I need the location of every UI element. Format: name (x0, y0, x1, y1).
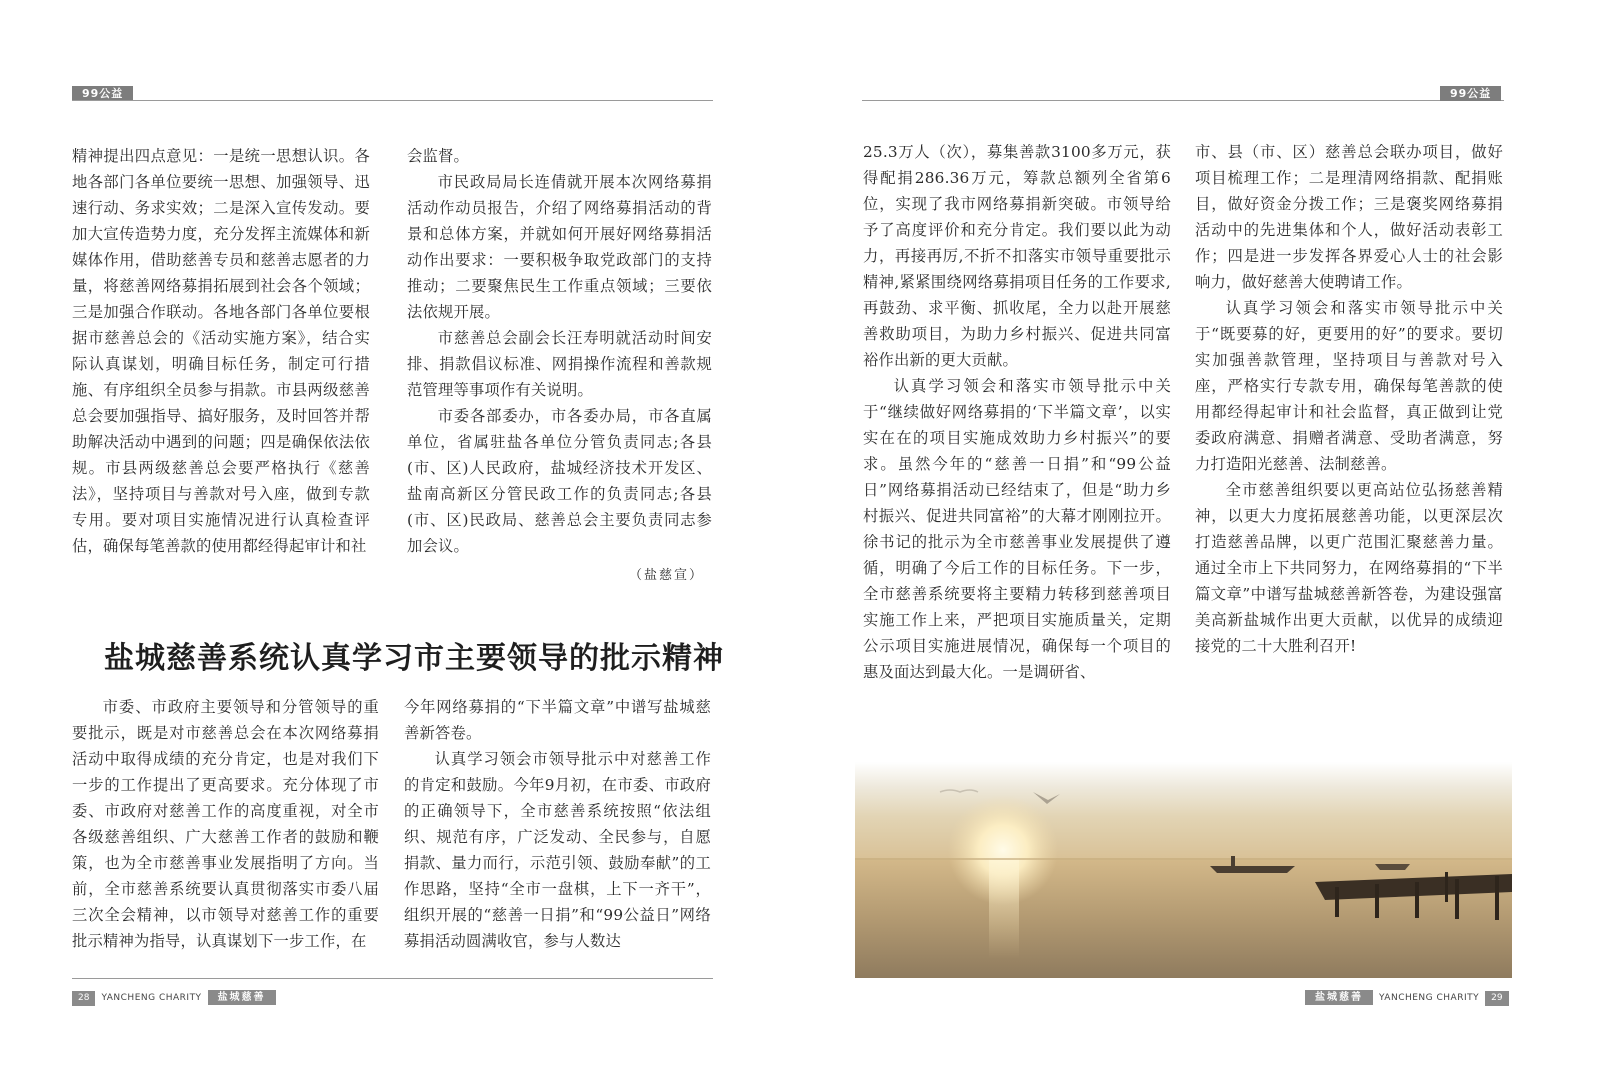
paragraph: 认真学习领会市领导批示中对慈善工作的肯定和鼓励。今年9月初，在市委、市政府的正确领导下，全市慈善系统按照“依法组织、规范有序，广泛发动、全民参与，自愿捐款、量力而行，示范引领、鼓励奉献”的工作思路，坚持“全市一盘棋，上下一齐干”，组织开展的“慈善一日捐”和“99公益日”网络募捐活动圆满收官，参与人数达 (404, 750, 711, 950)
paragraph: 认真学习领会和落实市领导批示中关于“继续做好网络募捐的‘下半篇文章’，以实实在在的项目实施成效助力乡村振兴”的要求。虽然今年的“慈善一日捐”和“99公益日”网络募捐活动已经结束了，但是“助力乡村振兴、促进共同富裕”的大幕才刚刚拉开。徐书记的批示为全市慈善事业发展提供了遵循，明确了今后工作的目标任务。下一步，全市慈善系统要将主要精力转移到慈善项目实施工作上来，严把项目实施质量关，定期公示项目实施进展情况，确保每一个项目的惠及面达到最大化。一是调研省、 (863, 377, 1171, 681)
article-headline: 盐城慈善系统认真学习市主要领导的批示精神 (104, 641, 724, 676)
footer-english: YANCHENG CHARITY (1379, 993, 1480, 1003)
left-column-1 (72, 143, 370, 559)
footer-chinese: 盐城慈善 (208, 990, 276, 1005)
paragraph: 精神提出四点意见：一是统一思想认识。各地各部门各单位要统一思想、加强领导、迅速行动、务求实效；二是深入宣传发动。要加大宣传造势力度，充分发挥主流媒体和新媒体作用，借助慈善专员和慈善志愿者的力量，将慈善网络募捐拓展到社会各个领域；三是加强合作联动。各地各部门各单位要根据市慈善总会的《活动实施方案》，结合实际认真谋划，明确目标任务，制定可行措施、有序组织全员参与捐款。市县两级慈善总会要加强指导、搞好服务，及时回答并帮助解决活动中遇到的问题；四是确保依法依规。市县两级慈善总会要严格执行《慈善法》，坚持项目与善款对号入座，做到专款专用。要对项目实施情况进行认真检查评估，确保每笔善款的使用都经得起审计和社 (72, 147, 370, 555)
article-signature: （盐慈宣） (628, 568, 704, 583)
footer-right (1305, 990, 1509, 1005)
footer-left (72, 990, 276, 1005)
left-column-4 (404, 694, 711, 954)
page-number: 29 (1485, 991, 1508, 1006)
footer-chinese: 盐城慈善 (1305, 990, 1373, 1005)
header-tag-right: 99公益 (1440, 86, 1501, 101)
paragraph: 全市慈善组织要以更高站位弘扬慈善精神，以更大力度拓展慈善功能，以更深层次打造慈善品牌，以更广范围汇聚慈善力量。通过全市上下共同努力，在网络募捐的“下半篇文章”中谱写盐城慈善新答卷，为建设强富美高新盐城作出更大贡献，以优异的成绩迎接党的二十大胜利召开! (1195, 481, 1503, 655)
paragraph: 市慈善总会副会长汪寿明就活动时间安排、捐款倡议标准、网捐操作流程和善款规范管理等事项作有关说明。 (407, 329, 712, 399)
left-column-3 (72, 694, 379, 954)
footer-english: YANCHENG CHARITY (101, 993, 202, 1003)
paragraph: 市民政局局长连倩就开展本次网络募捐活动作动员报告，介绍了网络募捐活动的背景和总体方案，并就如何开展好网络募捐活动作出要求：一要积极争取党政部门的支持推动；二要聚焦民生工作重点领域；三要依法依规开展。 (407, 173, 712, 321)
paragraph: 市委各部委办，市各委办局，市各直属单位，省属驻盐各单位分管负责同志;各县(市、区)人民政府，盐城经济技术开发区、盐南高新区分管民政工作的负责同志;各县(市、区)民政局、慈善总会主要负责同志参加会议。 (407, 407, 712, 555)
sunset-lake-photo (855, 762, 1512, 978)
paragraph: 会监督。 (407, 147, 469, 165)
header-tag-left: 99公益 (72, 86, 133, 101)
paragraph: 市、县（市、区）慈善总会联办项目，做好项目梳理工作；二是理清网络捐款、配捐账目，做好资金分拨工作；三是褒奖网络募捐活动中的先进集体和个人，做好活动表彰工作；四是进一步发挥各界爱心人士的社会影响力，做好慈善大使聘请工作。 (1195, 143, 1503, 291)
left-column-2 (407, 143, 712, 589)
right-column-1 (863, 139, 1171, 685)
footer-rule-left (72, 978, 713, 979)
paragraph: 认真学习领会和落实市领导批示中关于“既要募的好，更要用的好”的要求。要切实加强善款管理，坚持项目与善款对号入座，严格实行专款专用，确保每笔善款的使用都经得起审计和社会监督，真正做到让党委政府满意、捐赠者满意、受助者满意，努力打造阳光慈善、法制慈善。 (1195, 299, 1503, 473)
header-rule-left (72, 100, 713, 101)
header-rule-right (862, 100, 1504, 101)
page-number: 28 (72, 991, 95, 1006)
paragraph: 市委、市政府主要领导和分管领导的重要批示，既是对市慈善总会在本次网络募捐活动中取得成绩的充分肯定，也是对我们下一步的工作提出了更高要求。充分体现了市委、市政府对慈善工作的高度重视，对全市各级慈善组织、广大慈善工作者的鼓励和鞭策，也为全市慈善事业发展指明了方向。当前，全市慈善系统要认真贯彻落实市委八届三次全会精神，以市领导对慈善工作的重要批示精神为指导，认真谋划下一步工作，在 (72, 698, 379, 950)
paragraph: 今年网络募捐的“下半篇文章”中谱写盐城慈善新答卷。 (404, 698, 711, 742)
paragraph: 25.3万人（次），募集善款3100多万元，获得配捐286.36万元，筹款总额列全省第6位，实现了我市网络募捐新突破。市领导给予了高度评价和充分肯定。我们要以此为动力，再接再厉,不折不扣落实市领导重要批示精神,紧紧围绕网络募捐项目任务的工作要求,再鼓劲、求平衡、抓收尾，全力以赴开展慈善救助项目，为助力乡村振兴、促进共同富裕作出新的更大贡献。 (863, 143, 1171, 369)
right-column-2 (1195, 139, 1503, 659)
